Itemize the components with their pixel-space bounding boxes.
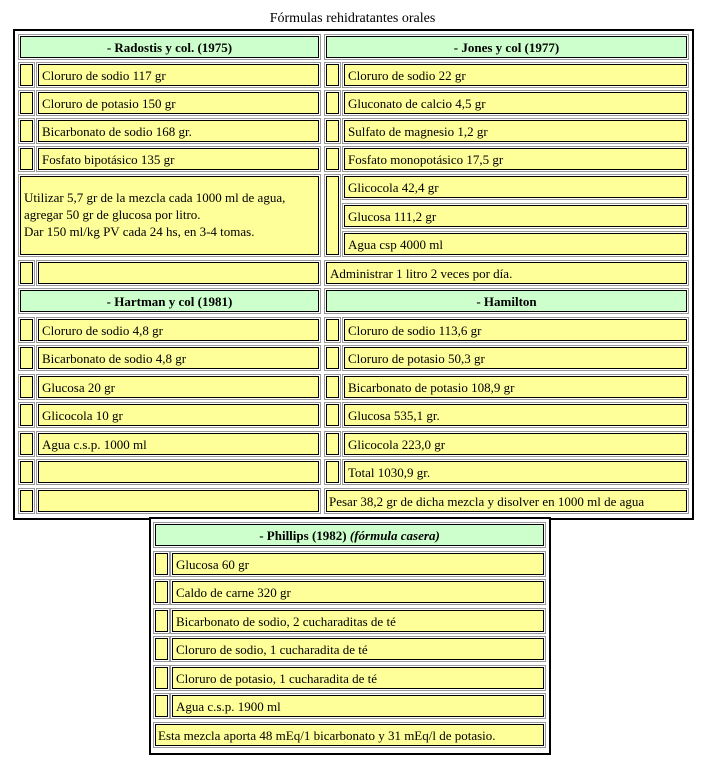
page-title: Fórmulas rehidratantes orales [269, 11, 436, 26]
header-hamilton: - Hamilton [326, 290, 687, 312]
jones-item-5: Glicocola 42,4 gr [344, 176, 687, 198]
row-marker [20, 490, 33, 512]
row-marker [326, 176, 339, 255]
hamilton-item-4: Glucosa 535,1 gr. [344, 404, 687, 426]
phillips-item-5: Cloruro de potasio, 1 cucharadita de té [172, 667, 544, 689]
jones-item-3: Sulfato de magnesio 1,2 gr [344, 120, 687, 142]
row-marker [155, 695, 168, 717]
hartman-item-3: Glucosa 20 gr [38, 376, 319, 398]
radostis-item-2: Cloruro de potasio 150 gr [38, 92, 319, 114]
empty-cell [38, 262, 319, 284]
row-marker [20, 347, 33, 369]
row-marker [20, 461, 33, 483]
radostis-item-1: Cloruro de sodio 117 gr [38, 64, 319, 86]
row-marker [20, 433, 33, 455]
hamilton-item-5: Glicocola 223,0 gr [344, 433, 687, 455]
jones-item-7: Agua csp 4000 ml [344, 233, 687, 255]
row-marker [155, 667, 168, 689]
row-marker [326, 347, 339, 369]
header-jones: - Jones y col (1977) [326, 36, 687, 58]
row-marker [326, 148, 339, 170]
hartman-item-1: Cloruro de sodio 4,8 gr [38, 319, 319, 341]
radostis-note-line-3: Dar 150 ml/kg PV cada 24 hs, en 3-4 tomas. [24, 224, 255, 239]
header-phillips [155, 524, 544, 546]
row-marker [155, 610, 168, 632]
jones-item-1: Cloruro de sodio 22 gr [344, 64, 687, 86]
row-marker [326, 120, 339, 142]
radostis-item-4: Fosfato bipotásico 135 gr [38, 148, 319, 170]
header-hartman: - Hartman y col (1981) [20, 290, 319, 312]
row-marker [20, 148, 33, 170]
row-marker [326, 92, 339, 114]
row-marker [20, 404, 33, 426]
row-marker [20, 120, 33, 142]
row-marker [326, 319, 339, 341]
jones-item-4: Fosfato monopotásico 17,5 gr [344, 148, 687, 170]
row-marker [20, 92, 33, 114]
phillips-item-4: Cloruro de sodio, 1 cucharadita de té [172, 638, 544, 660]
header-phillips-subtitle: (fórmula casera) [349, 528, 440, 543]
row-marker [20, 262, 33, 284]
header-phillips-title: - Phillips (1982) [259, 528, 347, 543]
row-marker [20, 376, 33, 398]
row-marker [155, 638, 168, 660]
phillips-note: Esta mezcla aporta 48 mEq/1 bicarbonato y 31 mEq/l de potasio. [155, 724, 544, 746]
jones-item-2: Gluconato de calcio 4,5 gr [344, 92, 687, 114]
jones-note: Administrar 1 litro 2 veces por día. [326, 262, 687, 284]
hamilton-item-1: Cloruro de sodio 113,6 gr [344, 319, 687, 341]
row-marker [155, 581, 168, 603]
phillips-item-1: Glucosa 60 gr [172, 553, 544, 575]
hartman-item-4: Glicocola 10 gr [38, 404, 319, 426]
phillips-item-3: Bicarbonato de sodio, 2 cucharaditas de té [172, 610, 544, 632]
phillips-item-2: Caldo de carne 320 gr [172, 581, 544, 603]
row-marker [326, 433, 339, 455]
hamilton-item-2: Cloruro de potasio 50,3 gr [344, 347, 687, 369]
row-marker [326, 376, 339, 398]
hamilton-note: Pesar 38,2 gr de dicha mezcla y disolver en 1000 ml de agua [326, 490, 687, 512]
hamilton-item-6: Total 1030,9 gr. [344, 461, 687, 483]
hamilton-item-3: Bicarbonato de potasio 108,9 gr [344, 376, 687, 398]
phillips-item-6: Agua c.s.p. 1900 ml [172, 695, 544, 717]
hartman-item-2: Bicarbonato de sodio 4,8 gr [38, 347, 319, 369]
radostis-item-3: Bicarbonato de sodio 168 gr. [38, 120, 319, 142]
hartman-item-5: Agua c.s.p. 1000 ml [38, 433, 319, 455]
jones-item-6: Glucosa 111,2 gr [344, 205, 687, 227]
radostis-note-line-1: Utilizar 5,7 gr de la mezcla cada 1000 ml de agua, [24, 190, 286, 205]
empty-cell [38, 490, 319, 512]
row-marker [326, 64, 339, 86]
radostis-note [20, 176, 319, 255]
row-marker [155, 553, 168, 575]
row-marker [20, 319, 33, 341]
row-marker [326, 404, 339, 426]
header-radostis: - Radostis y col. (1975) [20, 36, 319, 58]
radostis-note-line-2: agregar 50 gr de glucosa por litro. [24, 207, 201, 222]
row-marker [20, 64, 33, 86]
empty-cell [38, 461, 319, 483]
row-marker [326, 461, 339, 483]
